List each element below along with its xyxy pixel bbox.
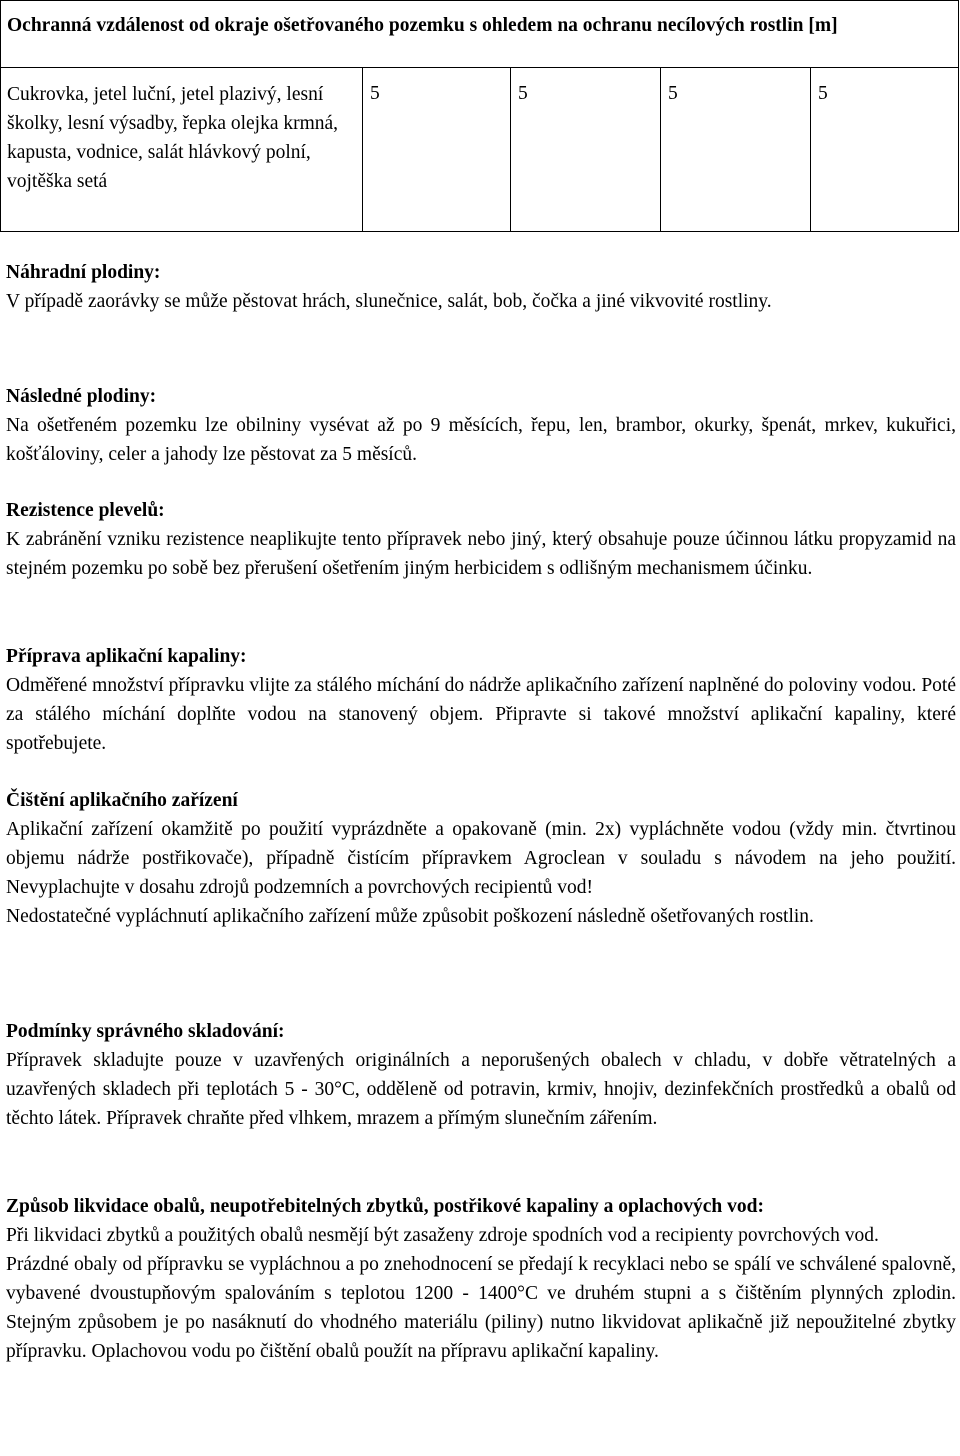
distance-value-2: 5 xyxy=(511,68,661,232)
section-disposal xyxy=(6,1192,956,1366)
distance-value-3: 5 xyxy=(661,68,811,232)
section-storage-conditions xyxy=(6,1017,956,1133)
table-row xyxy=(1,68,959,232)
buffer-zone-table xyxy=(0,0,959,232)
section-paragraph: Přípravek skladujte pouze v uzavřených originálních a neporušených obalech v chladu, v dobře větratelných a uzavřených skladech při teplotách 5 - 30°C, odděleně od potravin, krmiv, hnojiv, dezinfekčních prostředků a obalů od těchto látek. Přípravek chraňte před vlhkem, mrazem a přímým slunečním zářením. xyxy=(6,1050,956,1129)
section-paragraph: V případě zaorávky se může pěstovat hrách, slunečnice, salát, bob, čočka a jiné vikvovité rostliny. xyxy=(6,291,772,312)
section-paragraph: K zabránění vzniku rezistence neaplikujte tento přípravek nebo jiný, který obsahuje pouze účinnou látku propyzamid na stejném pozemku po sobě bez přerušení ošetřením jiným herbicidem s odlišným mechanismem účinku. xyxy=(6,529,956,579)
section-heading: Způsob likvidace obalů, neupotřebitelných zbytků, postřikové kapaliny a oplachových vod: xyxy=(6,1196,764,1217)
section-spray-preparation xyxy=(6,642,956,758)
crop-list-cell: Cukrovka, jetel luční, jetel plazivý, lesní školky, lesní výsadby, řepka olejka krmná, kapusta, vodnice, salát hlávkový polní, vojtěška setá xyxy=(1,68,363,232)
section-heading: Rezistence plevelů: xyxy=(6,500,165,521)
section-paragraph: Nedostatečné vypláchnutí aplikačního zařízení může způsobit poškození následně ošetřovaných rostlin. xyxy=(6,906,814,927)
section-paragraph: Aplikační zařízení okamžitě po použití vyprázdněte a opakovaně (min. 2x) vypláchněte vodou (vždy min. čtvrtinou objemu nádrže postřikovače), případně čistícím přípravkem Agroclean v souladu s návodem na jeho použití. Nevyplachujte v dosahu zdrojů podzemních a povrchových recipientů vod! xyxy=(6,819,956,898)
distance-value-4: 5 xyxy=(811,68,959,232)
section-paragraph: Na ošetřeném pozemku lze obilniny vysévat až po 9 měsících, řepu, len, brambor, okurky, špenát, mrkev, kukuřici, košťáloviny, celer a jahody lze pěstovat za 5 měsíců. xyxy=(6,415,956,465)
section-equipment-cleaning xyxy=(6,786,956,931)
section-heading: Náhradní plodiny: xyxy=(6,262,161,283)
section-paragraph: Prázdné obaly od přípravku se vypláchnou a po znehodnocení se předají k recyklaci nebo se spálí ve schválené spalovně, vybavené dvoustupňovým spalováním s teplotou 1200 - 1400°C ve druhém stupni a s čištěním plynných zplodin. Stejným způsobem je po nasáknutí do vhodného materiálu (piliny) nutno likvidovat aplikačně již nepoužitelné zbytky přípravku. Oplachovou vodu po čištění obalů použít na přípravu aplikační kapaliny. xyxy=(6,1254,956,1362)
section-heading: Následné plodiny: xyxy=(6,386,157,407)
section-heading: Podmínky správného skladování: xyxy=(6,1021,285,1042)
section-heading: Čištění aplikačního zařízení xyxy=(6,790,238,811)
distance-value-1: 5 xyxy=(363,68,511,232)
section-paragraph: Při likvidaci zbytků a použitých obalů nesmějí být zasaženy zdroje spodních vod a recipienty povrchových vod. xyxy=(6,1225,879,1246)
section-weed-resistance xyxy=(6,496,956,583)
section-following-crops xyxy=(6,382,956,469)
section-replacement-crops xyxy=(6,258,956,316)
table-header: Ochranná vzdálenost od okraje ošetřovaného pozemku s ohledem na ochranu necílových rostlin [m] xyxy=(1,1,959,68)
section-paragraph: Odměřené množství přípravku vlijte za stálého míchání do nádrže aplikačního zařízení naplněné do poloviny vodou. Poté za stálého míchání doplňte vodou na stanovený objem. Připravte si takové množství aplikační kapaliny, které spotřebujete. xyxy=(6,675,956,754)
section-heading: Příprava aplikační kapaliny: xyxy=(6,646,247,667)
